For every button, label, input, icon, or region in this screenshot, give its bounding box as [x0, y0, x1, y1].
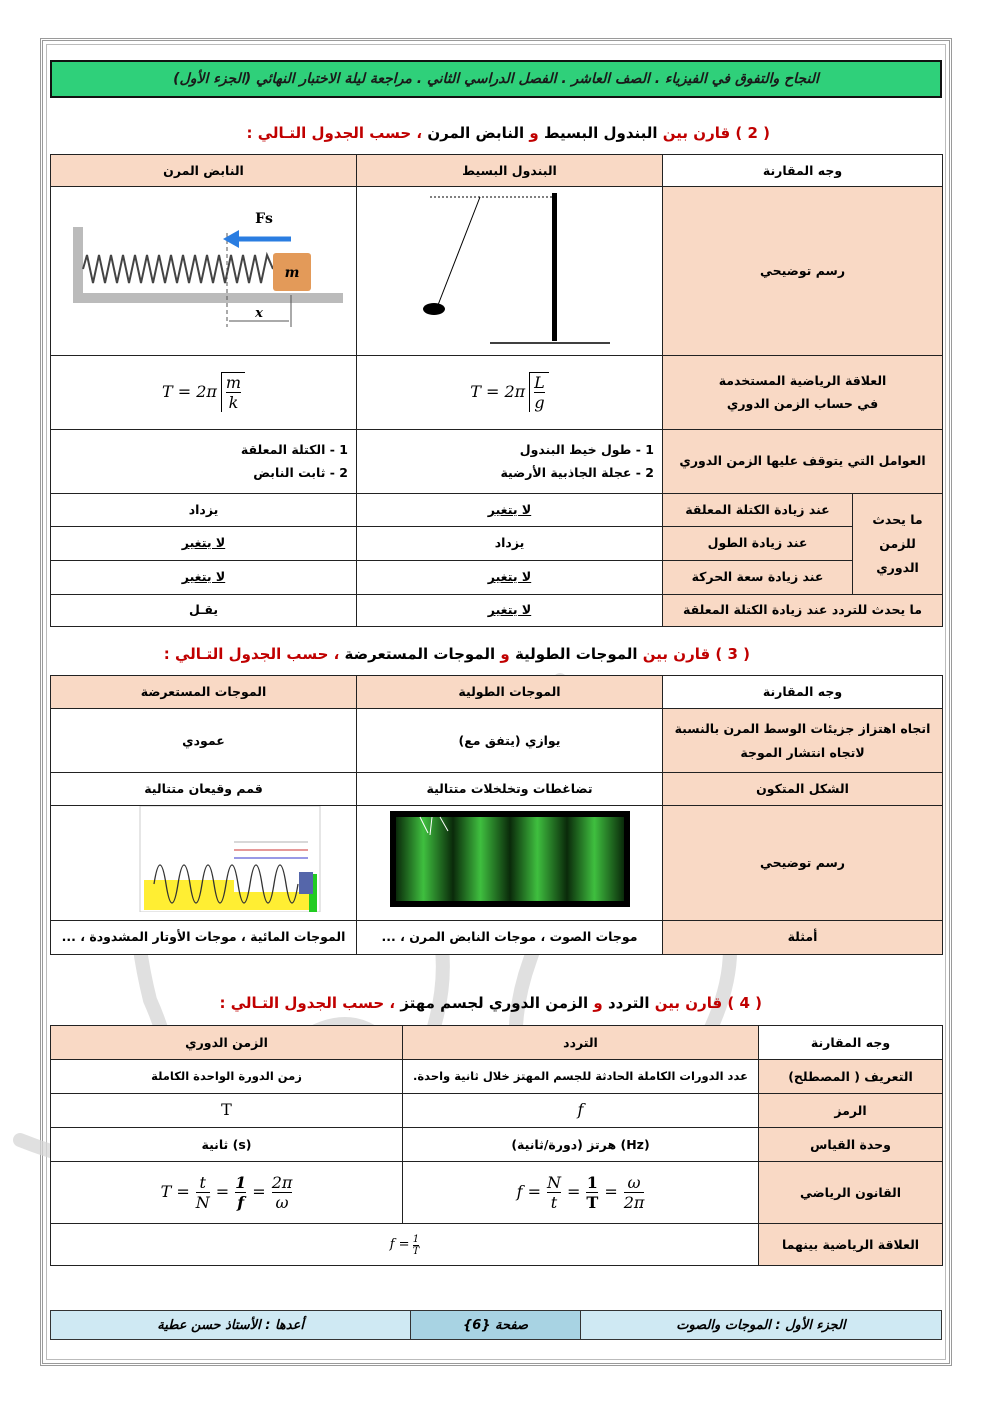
pendulum-factor-2: 2 - عجلة الجاذبية الأرضية [500, 465, 654, 481]
s3-direction-trans: عمودي [51, 709, 357, 773]
s4-unit-period: (s) ثانية [51, 1128, 403, 1162]
s4-definition-period: زمن الدورة الواحدة الكاملة [51, 1060, 403, 1094]
section4-title-b: التردد [607, 994, 650, 1012]
s2-sub-pendulum-2: لا يتغير [357, 560, 663, 594]
s2-row-diagram: رسم توضيحي [663, 187, 943, 356]
s2-sub-label-2: عند زيادة سعة الحركة [663, 560, 853, 594]
transverse-figure [84, 806, 324, 912]
s2-row-formula-l1: العلاقة الرياضية المستخدمة [718, 372, 887, 388]
footer-author: أعدها : الأستاذ حسن عطية [51, 1311, 410, 1339]
period-law-d1: N [195, 1193, 210, 1212]
period-law-n3: 2π [271, 1172, 293, 1192]
section2-table [50, 154, 943, 627]
footer-part: الجزء الأول : الموجات والصوت [580, 1311, 941, 1339]
freq-law-n3: ω [624, 1173, 645, 1193]
spring-diagram [51, 187, 357, 356]
spring-formula-den: k [228, 393, 239, 413]
relation-law-lhs: f = [389, 1236, 410, 1252]
section3-title-c: و [500, 645, 510, 663]
freq-law-lhs: f = [516, 1182, 541, 1202]
s4-unit-frequency: (Hz) هرتز (دورة/ثانية) [403, 1128, 759, 1162]
section3-title-d: الموجات المستعرضة [344, 645, 496, 663]
s2-sub-pendulum-1: يزداد [357, 526, 663, 560]
s4-law-label: القانون الرياضي [759, 1162, 943, 1224]
section3-title-a: قارن بين [642, 645, 711, 663]
s4-unit-label: وحدة القياس [759, 1128, 943, 1162]
s2-header-spring: النابض المرن [51, 155, 357, 187]
spring-formula [51, 355, 357, 429]
s4-header-frequency: التردد [403, 1026, 759, 1060]
section2-title-b: البندول البسيط [543, 124, 658, 142]
s3-shape-trans: قمم وقيعان متتالية [51, 773, 357, 806]
pendulum-factor-1: 1 - طول خيط البندول [519, 441, 654, 457]
s2-row-factors: العوامل التي يتوقف عليها الزمن الدوري [663, 429, 943, 493]
section2-title-c: و [529, 124, 539, 142]
pendulum-formula-num: L [534, 373, 545, 393]
pendulum-factors [357, 429, 663, 493]
s2-header-aspect: وجه المقارنة [663, 155, 943, 187]
freq-law-n1: N [547, 1172, 561, 1192]
section2-title-e: ، حسب الجدول التـالي : [246, 124, 423, 142]
header-title: النجاح والتفوق في الفيزياء . الصف العاشر . الفصل الدراسي الثاني . مراجعة ليلة الاختبار النهائي (الجزء الأول) [173, 71, 819, 87]
s3-direction-long: يوازي (يتفق مع) [357, 709, 663, 773]
section4-title-e: ، حسب الجدول التـالي : [219, 994, 396, 1012]
section4-title-a: قارن بين [654, 994, 723, 1012]
s4-header-aspect: وجه المقارنة [759, 1026, 943, 1060]
s3-row-shape: الشكل المتكون [663, 773, 943, 806]
s2-header-pendulum: البندول البسيط [357, 155, 663, 187]
freq-law-n2: 1 [586, 1172, 598, 1192]
section4-title [219, 994, 762, 1012]
s3-row-direction-2: لاتجاه انتشار الموجة [740, 744, 865, 760]
s4-law-period: T = $\frac{t}{N}$ = $\frac{1}{f}$ = $\frac{2\pi}{\omega}$ [51, 1162, 403, 1224]
footer-bar [50, 1310, 942, 1340]
s4-definition-frequency: عدد الدورات الكاملة الحادثة للجسم المهتز خلال ثانية واحدة. [403, 1060, 759, 1094]
spring-figure [59, 197, 349, 337]
spring-factors [51, 429, 357, 493]
s2-group-label-2: للزمن [879, 535, 916, 551]
s4-relation-value [51, 1224, 759, 1266]
s2-sub-spring-1: لا يتغير [51, 526, 357, 560]
spring-force-label: Fs [254, 211, 273, 227]
section3-table [50, 675, 943, 955]
s2-freq-pendulum: لا يتغير [357, 594, 663, 626]
section2-number: ( 2 ) [735, 124, 770, 142]
s2-group-label [853, 493, 943, 594]
section4-table [50, 1025, 943, 1266]
s2-row-formula [663, 355, 943, 429]
relation-law-n: 1 [412, 1233, 420, 1245]
s3-shape-long: تضاغطات وتخلخلات متتالية [357, 773, 663, 806]
s4-symbol-frequency: f [403, 1094, 759, 1128]
transverse-diagram [51, 806, 357, 921]
section3-title-e: ، حسب الجدول التـالي : [163, 645, 340, 663]
section4-title-d: الزمن الدوري لجسم مهتز [400, 994, 589, 1012]
s2-group-label-1: ما يحدث [872, 512, 923, 528]
freq-law-d2: T [586, 1193, 599, 1212]
s2-sub-label-0: عند زيادة الكتلة المعلقة [663, 493, 853, 526]
s2-sub-spring-0: يزداد [51, 493, 357, 526]
s3-header-aspect: وجه المقارنة [663, 676, 943, 709]
s2-freq-label: ما يحدث للتردد عند زيادة الكتلة المعلقة [663, 594, 943, 626]
period-law-n2: 1 [235, 1172, 247, 1192]
period-law-n1: t [196, 1173, 210, 1193]
s4-relation-label: العلاقة الرياضية بينهما [759, 1224, 943, 1266]
freq-law-d1: t [550, 1193, 558, 1212]
footer-page: صفحة {6} [410, 1311, 580, 1339]
s3-row-direction-1: اتجاه اهتزاز جزيئات الوسط المرن بالنسبة [674, 720, 931, 736]
s4-header-period: الزمن الدوري [51, 1026, 403, 1060]
section2-title-a: قارن بين [662, 124, 731, 142]
s3-examples-trans: الموجات المائية ، موجات الأوتار المشدودة ، ... [51, 920, 357, 954]
s3-row-examples: أمثلة [663, 920, 943, 954]
spring-formula-lhs: T = 2π [161, 382, 217, 402]
section2-title [247, 124, 770, 142]
freq-law-d3: 2π [623, 1193, 645, 1212]
spring-factor-2: 2 - ثابت النابض [253, 465, 348, 481]
s4-law-frequency: f = $\frac{N}{t}$ = $\frac{1}{T}$ = $\frac{\omega}{2\pi}$ [403, 1162, 759, 1224]
s2-freq-spring: يقـل [51, 594, 357, 626]
section3-number: ( 3 ) [715, 645, 750, 663]
longitudinal-diagram [357, 806, 663, 921]
section4-title-c: و [593, 994, 603, 1012]
s3-examples-long: موجات الصوت ، موجات النابض المرن ، ... [357, 920, 663, 954]
longitudinal-figure [390, 811, 630, 907]
s2-sub-spring-2: لا يتغير [51, 560, 357, 594]
s2-sub-label-1: عند زيادة الطول [663, 526, 853, 560]
pendulum-formula [357, 355, 663, 429]
relation-law-d: T [412, 1245, 420, 1257]
s3-header-trans: الموجات المستعرضة [51, 676, 357, 709]
section2-title-d: النابض المرن [427, 124, 525, 142]
period-law-d3: ω [275, 1193, 289, 1212]
pendulum-formula-den: g [534, 393, 545, 413]
header-bar [50, 60, 942, 98]
period-law-d2: f [237, 1193, 245, 1212]
pendulum-formula-lhs: T = 2π [470, 382, 526, 402]
period-law-lhs: T = [160, 1182, 190, 1202]
section3-title-b: الموجات الطولية [514, 645, 638, 663]
s4-definition-label: التعريف ( المصطلح) [759, 1060, 943, 1094]
spring-x-label: x [254, 306, 263, 321]
s2-sub-pendulum-0: لا يتغير [357, 493, 663, 526]
s2-row-formula-l2: في حساب الزمن الدوري [726, 396, 879, 412]
pendulum-figure [360, 187, 660, 347]
spring-mass-label: m [284, 265, 299, 281]
spring-formula-num: m [225, 373, 242, 393]
section4-number: ( 4 ) [727, 994, 762, 1012]
s3-header-long: الموجات الطولية [357, 676, 663, 709]
spring-factor-1: 1 - الكتلة المعلقة [240, 441, 348, 457]
s4-symbol-period: T [51, 1094, 403, 1128]
pendulum-diagram [357, 187, 663, 356]
s3-row-diagram: رسم توضيحي [663, 806, 943, 921]
section3-title [164, 645, 750, 663]
s2-group-label-3: الدوري [876, 559, 919, 575]
s3-row-direction [663, 709, 943, 773]
s4-symbol-label: الرمز [759, 1094, 943, 1128]
